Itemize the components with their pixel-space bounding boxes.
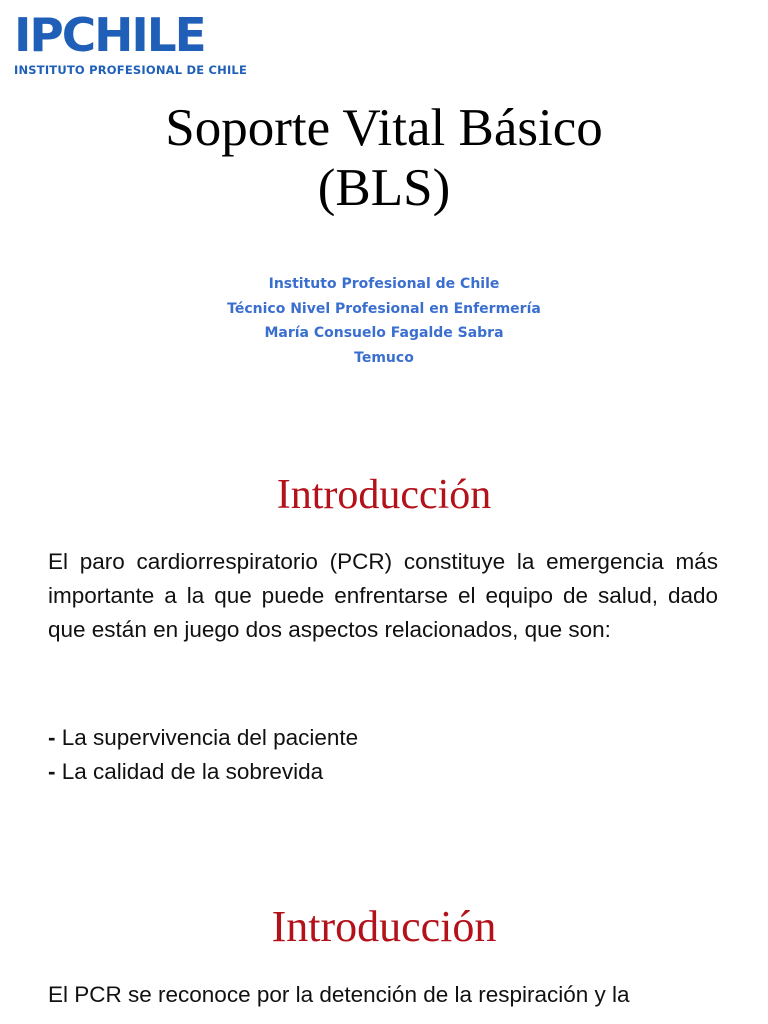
slide-introduction-1 [0,440,768,860]
title-line-1: Soporte Vital Básico [165,99,603,157]
subtitle-institution: Instituto Profesional de Chile [268,276,500,292]
intro-paragraph: El paro cardiorrespiratorio (PCR) constituye la emergencia más importante a la que puede enfrentarse el equipo de salud, dado que están en juego dos aspectos relacionados, que son: [48,549,718,642]
slide-main-title [0,98,768,218]
title-line-2: (BLS) [317,159,451,217]
slide-introduction-2 [0,880,768,1024]
bullet-item: - La calidad de la sobrevida [48,755,358,789]
subtitle-author: María Consuelo Fagalde Sabra [264,325,504,341]
subtitle-program: Técnico Nivel Profesional en Enfermería [227,300,541,317]
section-title: Introducción [271,902,497,951]
intro-paragraph: El PCR se reconoce por la detención de la respiración y la [48,982,630,1007]
bullet-list [48,721,358,789]
logo-tagline: INSTITUTO PROFESIONAL DE CHILE [14,63,248,77]
section-title: Introducción [276,472,492,518]
slide-subtitle [0,272,768,370]
logo-wordmark: IPCHILE [14,8,205,62]
slide-title [0,0,768,420]
ipchile-logo [14,8,248,77]
bullet-item: - La supervivencia del paciente [48,721,358,755]
subtitle-city: Temuco [354,349,414,366]
